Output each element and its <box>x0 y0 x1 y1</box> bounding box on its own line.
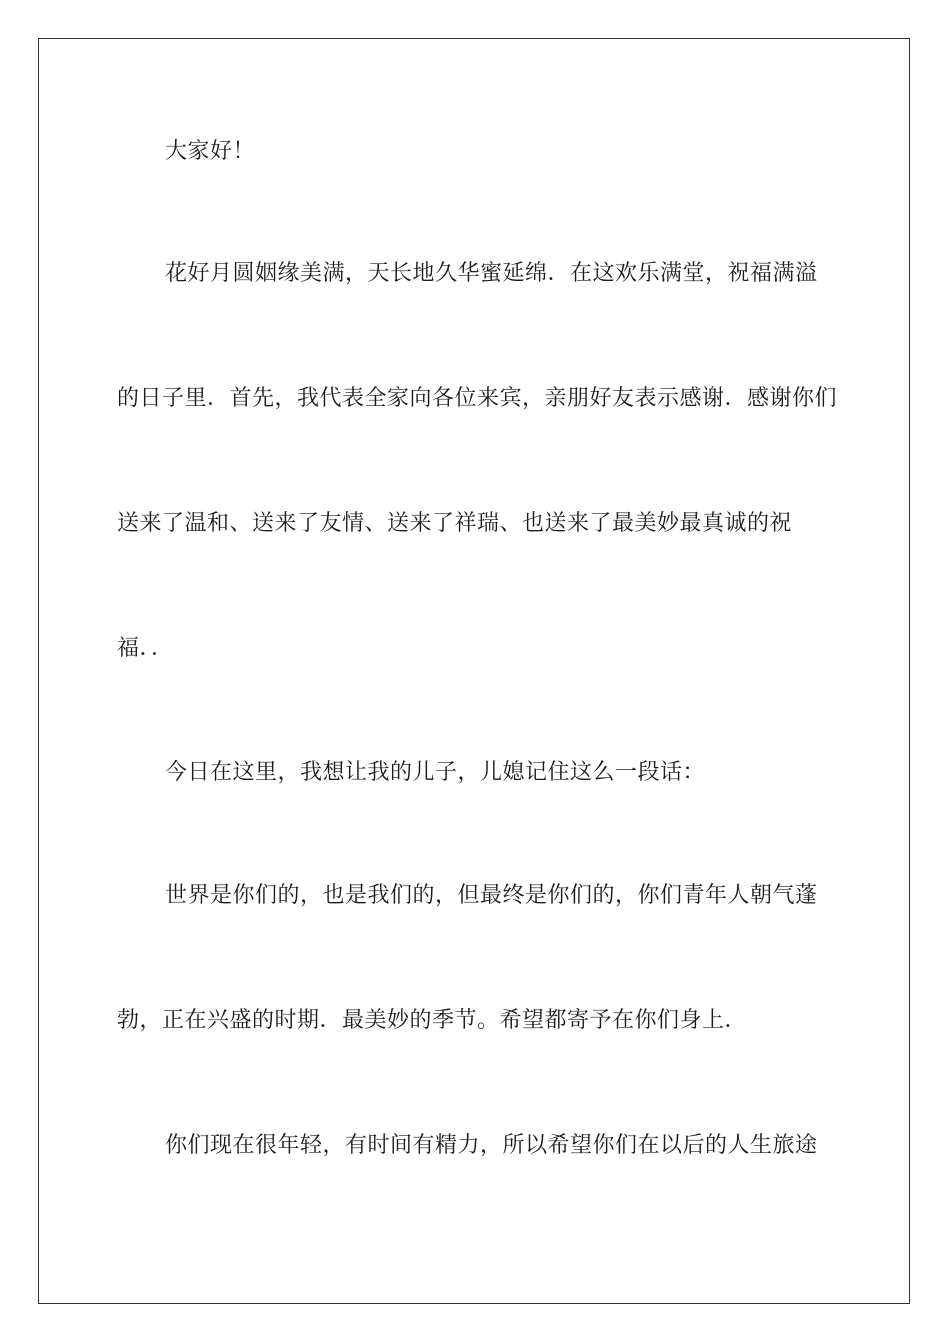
paragraph-3-line-2: 勃，正在兴盛的时期．最美妙的季节。希望都寄予在你们身上． <box>117 1008 748 1033</box>
paragraph-1-line-4: 福．． <box>117 636 174 661</box>
greeting-line: 大家好！ <box>165 139 256 164</box>
paragraph-1-line-1: 花好月圆姻缘美满，天长地久华蜜延绵．在这欢乐满堂，祝福满溢 <box>165 261 818 286</box>
paragraph-4-line-1: 你们现在很年轻，有时间有精力，所以希望你们在以后的人生旅途 <box>165 1133 818 1158</box>
paragraph-1-line-2: 的日子里．首先，我代表全家向各位来宾，亲朋好友表示感谢．感谢你们 <box>117 386 838 411</box>
paragraph-3-line-1: 世界是你们的，也是我们的，但最终是你们的，你们青年人朝气蓬 <box>165 883 818 908</box>
paragraph-1-line-3: 送来了温和、送来了友情、送来了祥瑞、也送来了最美妙最真诚的祝 <box>117 511 793 536</box>
paragraph-2-line-1: 今日在这里，我想让我的儿子，儿媳记住这么一段话： <box>165 760 706 785</box>
page-frame <box>38 38 910 1304</box>
